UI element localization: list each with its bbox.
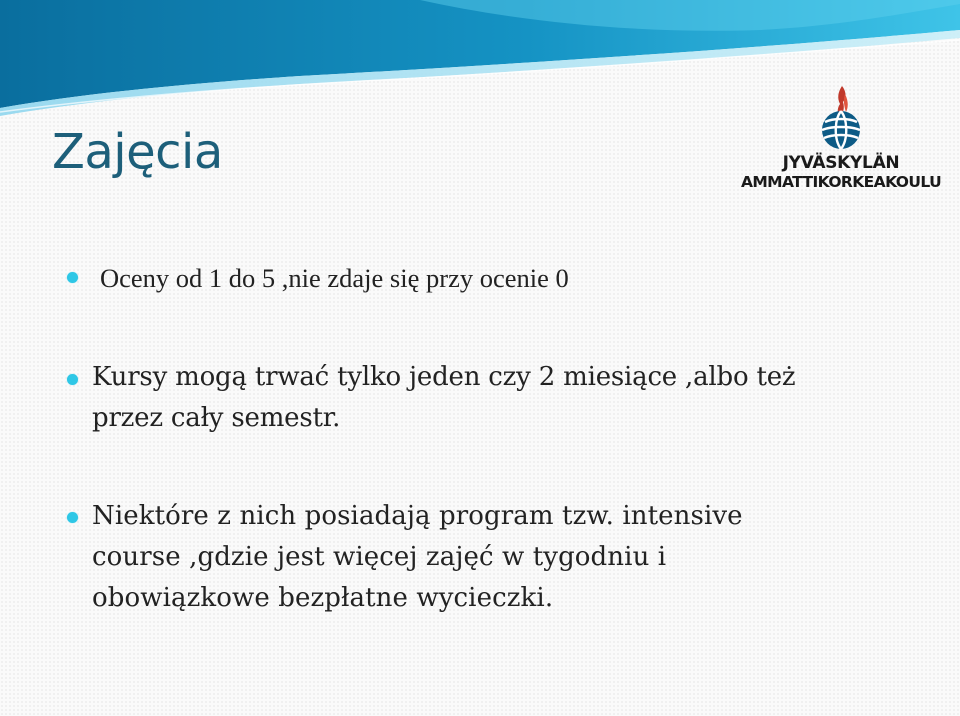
bullet-dot-icon — [67, 512, 78, 523]
bullet-line: Kursy mogą trwać tylko jeden czy 2 miesiące ,albo też — [92, 362, 796, 392]
bullet-text — [92, 357, 795, 439]
school-logo — [728, 84, 954, 196]
bullet-text — [100, 261, 569, 295]
bullet-text — [92, 496, 743, 619]
slide-title: Zajęcia — [52, 124, 223, 180]
bullet-line: przez cały semestr. — [92, 403, 341, 433]
bullet-line: course ,gdzie jest więcej zajęć w tygodniu i — [92, 542, 667, 572]
logo-text-line1: JYVÄSKYLÄN — [782, 153, 900, 173]
bullet-line: obowiązkowe bezpłatne wycieczki. — [92, 583, 554, 613]
bullet-dot-icon — [67, 272, 78, 283]
bullet-dot-icon — [67, 374, 78, 385]
bullet-line: Oceny od 1 do 5 ,nie zdaje się przy ocenie 0 — [100, 263, 569, 293]
flame-globe-icon — [817, 84, 865, 152]
logo-text-line2: AMMATTIKORKEAKOULU — [740, 173, 942, 191]
bullet-line: Niektóre z nich posiadają program tzw. intensive — [92, 501, 743, 531]
